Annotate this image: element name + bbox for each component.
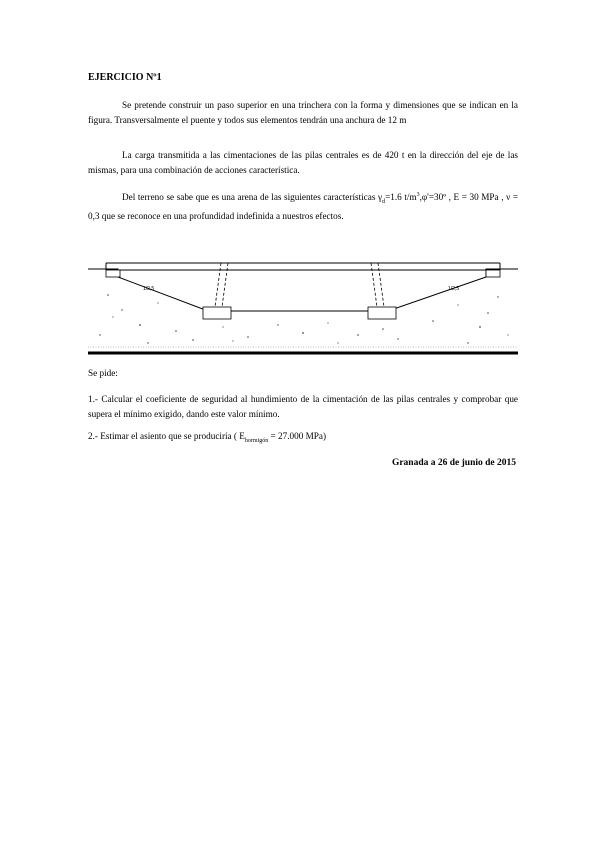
q2-text-end: = 27.000 MPa)	[268, 431, 327, 441]
se-pide-heading: Se pide:	[88, 368, 118, 378]
exercise-title: EJERCICIO Nº1	[88, 72, 162, 83]
unit-exponent: 3	[416, 192, 420, 198]
signoff-date: Granada a 26 de junio de 2015	[391, 458, 516, 468]
soil-stipple	[99, 294, 508, 344]
question-2	[88, 431, 326, 444]
paragraph-soil	[88, 188, 518, 224]
soil-text-end: ,φ'=30º , E = 30 MPa , ν = 0,3 que se reconoce en una profundidad indefinida a nuestros efectos.	[88, 192, 518, 222]
q2-text-start: 2.- Estimar el asiento que se produciría ( E	[88, 431, 245, 441]
slope-label-left: 1/2,5	[143, 286, 155, 292]
cross-section-figure	[88, 255, 518, 360]
question-1: 1.- Calcular el coeficiente de seguridad al hundimiento de la cimentación de las pilas centrales y comprobar que supera el mínimo exigido, dando este valor mínimo.	[88, 394, 518, 419]
gamma-subscript: d	[382, 198, 386, 205]
slope-label-right: 1/2,5	[448, 286, 460, 292]
paragraph-description: Se pretende construir un paso superior en una trinchera con la forma y dimensiones que se indican en la figura. Transversalmente el puente y todos sus elementos tendrán una anchura de 12 m	[88, 100, 518, 125]
soil-text-start: Del terreno se sabe que es una arena de las siguientes características γ	[122, 192, 383, 203]
q2-subscript: hormigón	[244, 437, 269, 444]
gamma-value: =1.6 t/m	[385, 192, 417, 203]
paragraph-load: La carga transmitida a las cimentaciones de las pilas centrales es de 420 t en la dirección del eje de las mismas, para una combinación de acciones característica.	[88, 150, 518, 175]
